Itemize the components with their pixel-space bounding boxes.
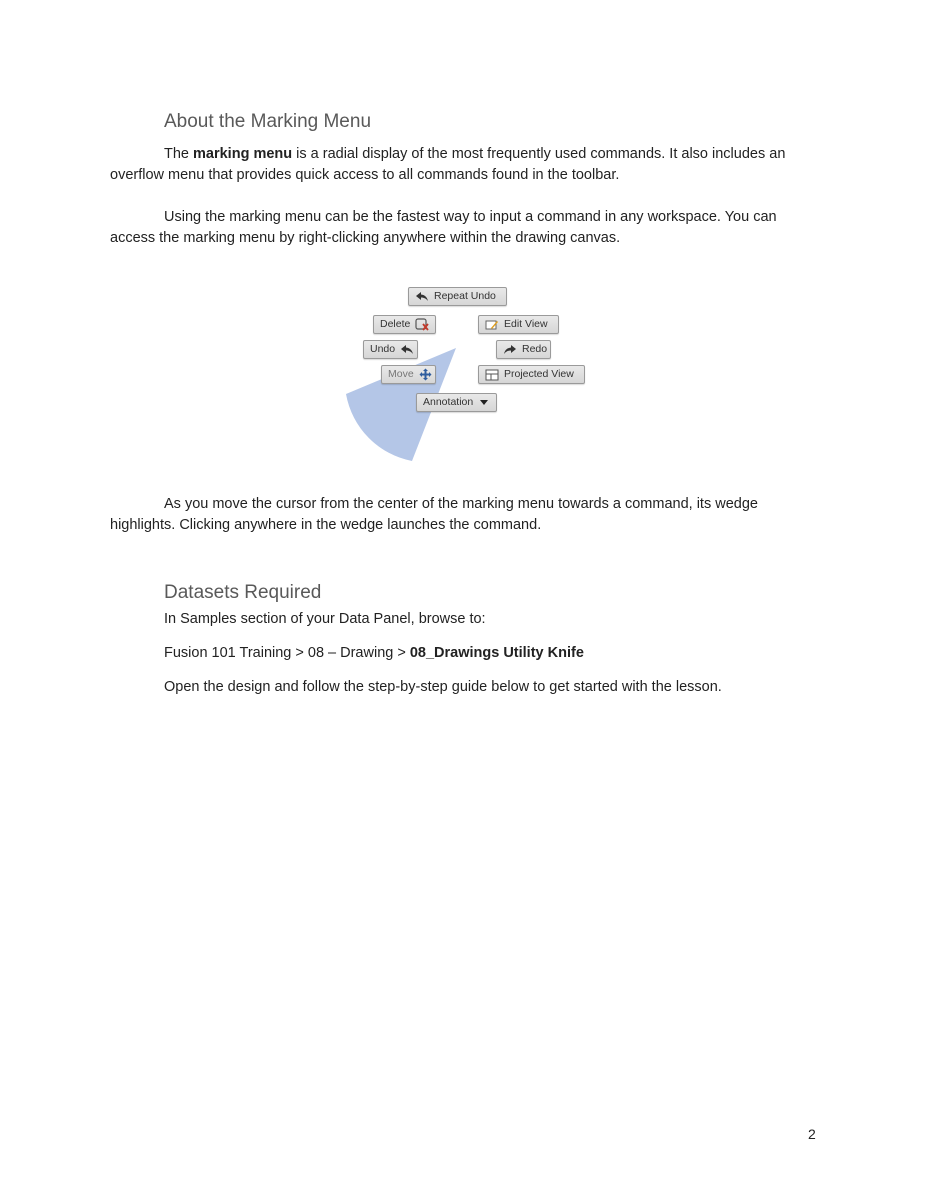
redo-button[interactable]: Redo bbox=[496, 340, 551, 359]
edit-view-icon bbox=[485, 319, 499, 331]
delete-button[interactable]: Delete bbox=[373, 315, 436, 334]
paragraph-marking-menu-access: Using the marking menu can be the fastest way to input a command in any workspace. You can access the marking menu by right-clicking anywhere within the drawing canvas. bbox=[110, 209, 777, 246]
section-heading-datasets: Datasets Required bbox=[164, 582, 322, 603]
page-number: 2 bbox=[808, 1126, 816, 1142]
dataset-name: 08_Drawings Utility Knife bbox=[409, 645, 584, 661]
datasets-instruction: In Samples section of your Data Panel, browse to: bbox=[164, 611, 486, 627]
move-icon bbox=[419, 369, 432, 381]
marking-menu-term: marking menu bbox=[193, 146, 293, 162]
open-design-instruction: Open the design and follow the step-by-step guide below to get started with the lesson. bbox=[164, 679, 722, 695]
undo-icon bbox=[400, 344, 414, 356]
paragraph-wedge-highlight: As you move the cursor from the center of the marking menu towards a command, its wedge highlights. Clicking anywhere in the wedge launches the command. bbox=[110, 496, 758, 533]
dataset-path: Fusion 101 Training > 08 – Drawing > 08_Drawings Utility Knife bbox=[164, 645, 584, 661]
section-heading-marking-menu: About the Marking Menu bbox=[164, 111, 372, 132]
annotation-button[interactable]: Annotation bbox=[416, 393, 497, 412]
undo-button[interactable]: Undo bbox=[363, 340, 418, 359]
projected-view-button[interactable]: Projected View bbox=[478, 365, 585, 384]
chevron-down-icon bbox=[478, 397, 490, 409]
marking-menu-illustration bbox=[340, 282, 600, 467]
repeat-undo-button[interactable]: Repeat Undo bbox=[408, 287, 507, 306]
move-button[interactable]: Move bbox=[381, 365, 436, 384]
redo-icon bbox=[503, 344, 517, 356]
delete-icon bbox=[415, 319, 429, 331]
paragraph-marking-menu-intro: The marking menu is a radial display of the most frequently used commands. It also includes an overflow menu that provides quick access to all commands found in the toolbar. bbox=[110, 146, 786, 183]
projected-view-icon bbox=[485, 369, 499, 381]
edit-view-button[interactable]: Edit View bbox=[478, 315, 559, 334]
repeat-undo-icon bbox=[415, 291, 429, 303]
